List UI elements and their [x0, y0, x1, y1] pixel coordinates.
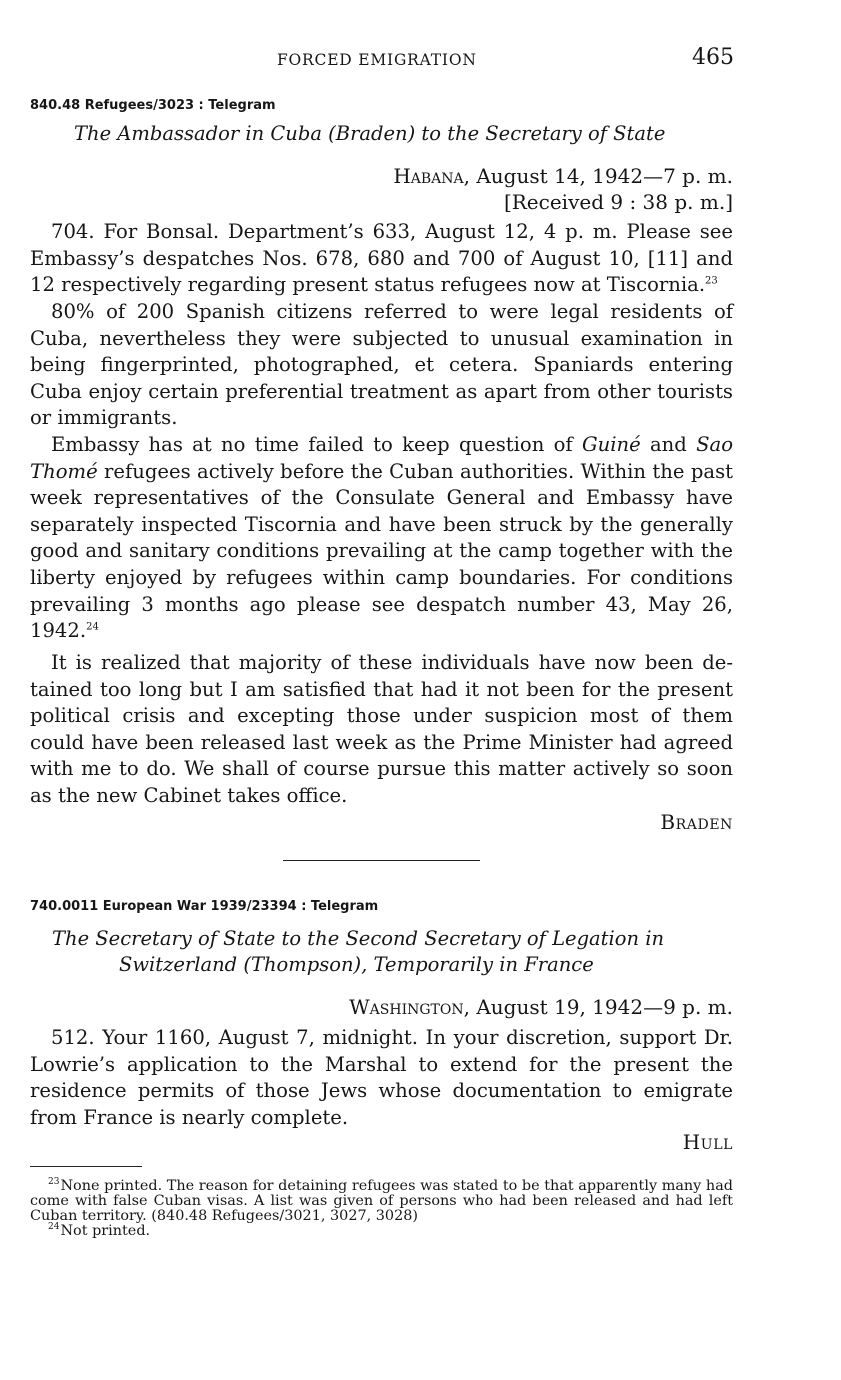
footnote-23 [30, 1179, 733, 1224]
doc2-date: August 19, 1942—9 p. m. [469, 995, 733, 1019]
doc2-title-line-2: Switzerland (Thompson), Temporarily in France [119, 953, 594, 976]
doc2-dateline [349, 995, 733, 1019]
doc1-paragraph-3-em-sao-thome: Sao Thomé [30, 433, 733, 483]
doc1-paragraph-3-text-c: refugees actively before the Cuban authorities. Within the past week representatives of the Consulate General and Embassy have separately inspected Tiscornia and have been struck by the generally good and sanitary conditions prevailing at the camp together with the liberty enjoyed by refugees within camp boundaries. For conditions prevailing 3 months ago please see despatch number 43, May 26, 1942. [30, 459, 733, 643]
footnote-ref-24: 24 [86, 621, 99, 633]
doc2-paragraph: 512. Your 1160, August 7, midnight. In your discretion, support Dr. Lowrie’s application to the Marshal to extend for the present the residence permits of those Jews whose documentation to emigrate from France is nearly complete. [30, 1026, 733, 1129]
footnote-rule [30, 1166, 142, 1167]
doc1-paragraph-2: 80% of 200 Spanish citizens referred to were legal residents of Cuba, nevertheless they were subjected to unusual examination in being fingerprinted, photographed, et cetera. Spaniards entering Cuba enjoy certain preferential treatment as apart from other tourists or immigrants. [30, 300, 733, 430]
doc2-signature: Hull [682, 1130, 733, 1154]
doc1-paragraph-4: It is realized that majority of these individuals have now been detained too long but I am satisfied that had it not been for the present political crisis and excepting those under suspicion most of them could have been released last week as the Prime Minister had agreed with me to do. We shall of course pursue this matter actively so soon as the new Cabinet takes office. [30, 651, 733, 807]
doc2-file-id: 740.0011 European War 1939/23394 : Telegram [30, 899, 379, 914]
doc1-title: The Ambassador in Cuba (Braden) to the Secretary of State [74, 122, 666, 145]
footnote-24-mark: 24 [48, 1222, 60, 1233]
doc1-received: [Received 9 : 38 p. m.] [503, 190, 733, 214]
section-divider [283, 860, 480, 861]
footnote-24 [30, 1224, 733, 1239]
doc1-paragraph-1-text: 704. For Bonsal. Department’s 633, August 12, 4 p. m. Please see Embassy’s despatches Nos. 678, 680 and 700 of August 10, [11] and 12 respectively regarding present status refugees now at Tiscornia. [30, 220, 733, 297]
page-number: 465 [692, 45, 734, 70]
footnote-24-text: Not printed. [60, 1223, 151, 1239]
doc1-paragraph-1 [30, 219, 733, 299]
doc2-place: Washington, [349, 995, 470, 1019]
footnote-ref-23: 23 [705, 275, 718, 287]
doc1-paragraph-3-em-guine: Guiné [581, 433, 641, 456]
doc1-paragraph-3 [30, 432, 733, 645]
doc2-title-line-1: The Secretary of State to the Second Secretary of Legation in [52, 927, 665, 950]
doc1-paragraph-3-text-a: Embassy has at no time failed to keep question of [51, 433, 582, 456]
doc1-place: Habana, [393, 164, 470, 188]
footnote-23-text: None printed. The reason for detaining refugees was stated to be that apparently many had come with false Cuban visas. A list was given of persons who had been released and had left Cuban territory. (840.48 Refugees/3021, 3027, 3028) [30, 1178, 733, 1224]
doc1-date: August 14, 1942—7 p. m. [469, 164, 733, 188]
doc1-signature: Braden [660, 810, 733, 834]
footnote-23-mark: 23 [48, 1177, 60, 1188]
footnotes [30, 1179, 733, 1239]
doc1-file-id: 840.48 Refugees/3023 : Telegram [30, 98, 276, 113]
doc1-paragraph-3-text-b: and [640, 433, 697, 456]
running-head-title: FORCED EMIGRATION [277, 51, 477, 69]
doc1-dateline [393, 164, 733, 188]
